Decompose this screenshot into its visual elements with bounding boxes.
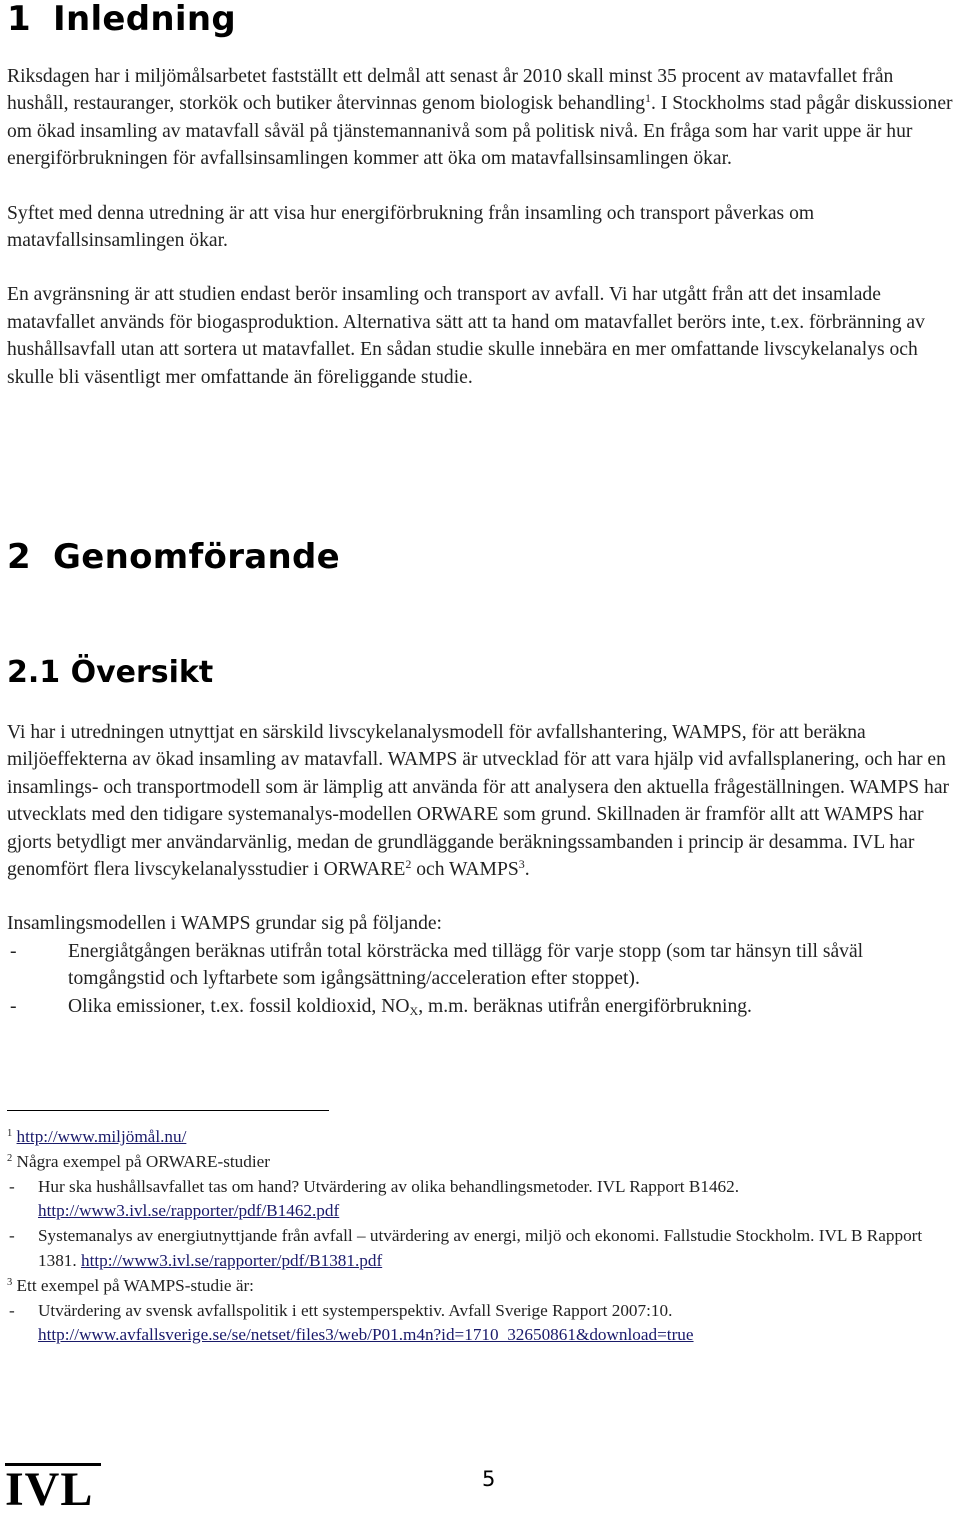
ivl-logo — [5, 1463, 101, 1516]
section-1-heading — [7, 0, 236, 39]
section-title: Inledning — [53, 0, 237, 39]
footnote-3 — [7, 1274, 957, 1299]
list-item — [7, 938, 957, 993]
footnote-1 — [7, 1125, 957, 1150]
footnote-number: 3 — [7, 1276, 13, 1288]
overview-section — [7, 719, 957, 1020]
logo-text: IVL — [5, 1463, 94, 1516]
paragraph-text: Vi har i utredningen utnyttjat en särskild livscykelanalysmodell för avfallshantering, WAMPS, för att beräkna miljöeffekterna av ökad insamling av matavfall. WAMPS är utvecklad för att vara hjälp vid avfallsplanering, och har en insamlings- och transportmodell som är lämplig att använda för att analysera den aktuella frågeställningen. WAMPS har utvecklats med den tidigare systemanalys-modellen ORWARE som grund. Skillnaden är framför allt att WAMPS har gjorts betydligt mer användarvänlig, medan de grundläggande beräkningssambanden i princip är desamma. IVL har genomfört flera livscykelanalysstudier i ORWARE — [7, 722, 950, 881]
intro-paragraph-3: En avgränsning är att studien endast berör insamling och transport av avfall. Vi har utgått från att det insamlade matavfallet används för biogasproduktion. Alternativa sätt att ta hand om matavfallet berörs inte, t.ex. förbränning av hushållsavfall utan att sortera ut matavfallet. En sådan studie skulle innebära en mer omfattande livscykelanalys och skulle bli väsentligt mer omfattande än föreliggande studie. — [7, 284, 925, 388]
footnote-text: Hur ska hushållsavfallet tas om hand? Utvärdering av olika behandlingsmetoder. IVL Rapport B1462. — [38, 1176, 740, 1196]
footnote-text: Utvärdering av svensk avfallspolitik i ett systemperspektiv. Avfall Sverige Rapport 2007:10. — [38, 1300, 673, 1320]
footnote-text: Systemanalys av energiutnyttjande från avfall – utvärdering av energi, miljö och ekonomi. Fallstudie Stockholm. IVL B Rapport 1381. — [38, 1226, 923, 1270]
section-number: 2 — [7, 537, 31, 577]
footnote-text: Några exempel på ORWARE-studier — [12, 1151, 270, 1171]
footnote-link[interactable]: http://www3.ivl.se/rapporter/pdf/B1462.pdf — [38, 1201, 340, 1221]
intro-paragraph-1 — [7, 63, 957, 173]
footnotes — [7, 1125, 957, 1348]
list-intro: Insamlingsmodellen i WAMPS grundar sig på följande: — [7, 913, 443, 935]
footnote-separator — [7, 1110, 329, 1111]
footnote-number: 2 — [7, 1152, 13, 1164]
intro-paragraph-2: Syftet med denna utredning är att visa hur energiförbrukning från insamling och transport påverkas om matavfallsinsamlingen ökar. — [7, 202, 815, 252]
footnote-ref-1: 1 — [645, 91, 652, 106]
list-item — [7, 993, 957, 1020]
list-item-text: , m.m. beräknas utifrån energiförbrukning. — [418, 995, 752, 1017]
list-item-text: Energiåtgången beräknas utifrån total körsträcka med tillägg för varje stopp (som tar hänsyn till såväl tomgångstid och lyftarbete som igångsättning/acceleration efter stoppet). — [68, 940, 864, 990]
section-title: Genomförande — [53, 537, 341, 577]
subscript: X — [409, 1003, 419, 1018]
dash-marker: - — [9, 1300, 15, 1320]
dash-marker: - — [10, 995, 17, 1017]
footnote-list-item — [7, 1299, 957, 1349]
footnote-text: Ett exempel på WAMPS-studie är: — [12, 1275, 254, 1295]
section-2-1-heading: 2.1 Översikt — [7, 655, 214, 690]
footnote-2 — [7, 1150, 957, 1175]
dash-marker: - — [9, 1226, 15, 1246]
footnote-link[interactable]: http://www.miljömål.nu/ — [16, 1127, 187, 1146]
footnote-link[interactable]: http://www3.ivl.se/rapporter/pdf/B1381.pdf — [80, 1250, 383, 1270]
paragraph-text: . — [524, 859, 530, 881]
overview-paragraph — [7, 719, 957, 883]
footnote-list-item — [7, 1175, 957, 1225]
paragraph-text: och WAMPS — [411, 859, 519, 881]
footnote-ref-2: 2 — [405, 857, 412, 872]
section-2-heading — [7, 537, 340, 577]
footnote-ref-3: 3 — [518, 857, 525, 872]
paragraph-text: . I Stockholms stad pågår diskussioner om ökad insamling av matavfall såväl på tjänstemannanivå som på politisk nivå. En fråga som har varit uppe är hur energiförbrukningen för avfallsinsamlingen kommer att öka om matavfallsinsamlingen ökar. — [7, 93, 953, 170]
page-number: 5 — [482, 1467, 496, 1491]
footnote-list-item — [7, 1224, 957, 1274]
footnote-link[interactable]: http://www.avfallsverige.se/se/netset/files3/web/P01.m4n?id=1710_32650861&download=true — [38, 1325, 694, 1345]
dash-marker: - — [9, 1176, 15, 1196]
list-item-text: Olika emissioner, t.ex. fossil koldioxid, NO — [68, 995, 410, 1017]
paragraph-text: Riksdagen har i miljömålsarbetet fastställt ett delmål att senast år 2010 skall minst 35 procent av matavfallet från hushåll, restauranger, storkök och butiker återvinnas genom biologisk behandling — [7, 66, 894, 115]
intro-section — [7, 63, 957, 391]
section-number: 1 — [7, 0, 31, 39]
bullet-list — [7, 938, 957, 1020]
dash-marker: - — [10, 940, 17, 962]
footnote-number: 1 — [7, 1128, 13, 1139]
